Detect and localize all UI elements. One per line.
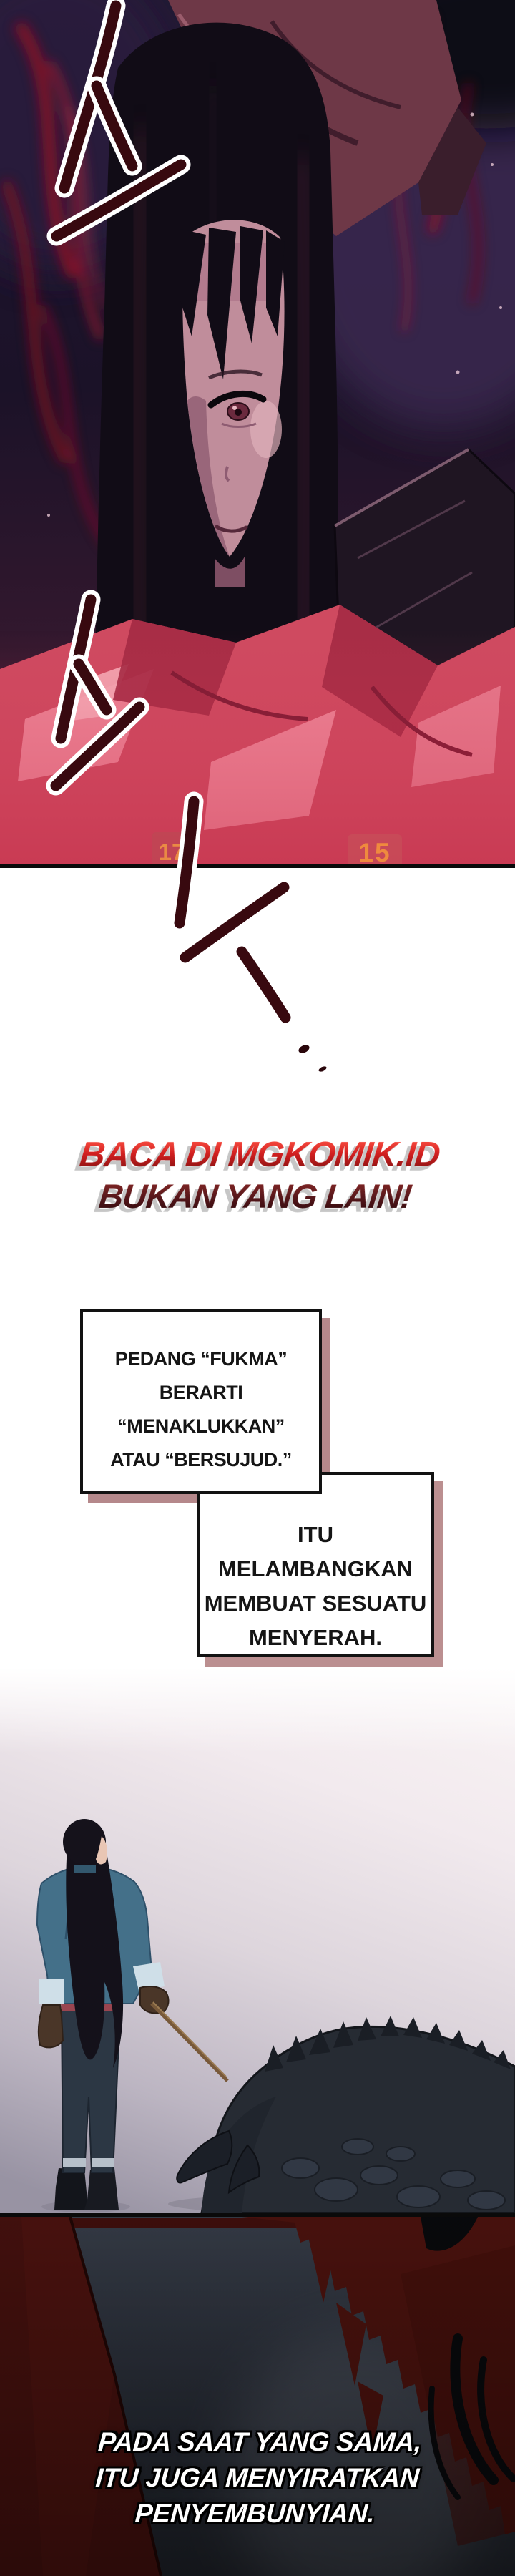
caption-line-1: PADA SAAT YANG SAMA, bbox=[97, 2427, 423, 2457]
bubble-1-line-3: ATAU “BERSUJUD.” bbox=[110, 1449, 292, 1470]
slain-dragon bbox=[177, 2016, 515, 2213]
bubble-1-line-1: PEDANG “FUKMA” bbox=[114, 1348, 288, 1370]
caption bbox=[0, 2424, 515, 2532]
sword-stick bbox=[152, 2004, 227, 2081]
bottom-panel bbox=[0, 2217, 515, 2576]
bubble-2-line-3: MENYERAH. bbox=[248, 1625, 382, 1650]
level-counter-right: 15 bbox=[348, 834, 402, 864]
panel-divider-2 bbox=[0, 2213, 515, 2217]
promo-line-2: BUKAN YANG LAIN! bbox=[0, 1176, 515, 1216]
top-panel bbox=[0, 0, 515, 864]
caption-line-2: ITU JUGA MENYIRATKAN bbox=[94, 2463, 421, 2492]
bubble-2-line-2: MEMBUAT SESUATU bbox=[204, 1591, 427, 1616]
bubble-1-line-2: BERARTI “MENAKLUKKAN” bbox=[117, 1382, 285, 1437]
speech-bubble-1 bbox=[80, 1309, 322, 1494]
speech-bubble-2 bbox=[197, 1472, 434, 1657]
caption-line-3: PENYEMBUNYIAN. bbox=[134, 2499, 376, 2528]
panel-divider bbox=[0, 864, 515, 868]
level-counter-left: 17 bbox=[152, 832, 192, 864]
scene-illustration bbox=[0, 1667, 515, 2213]
bubble-2-line-1: ITU MELAMBANGKAN bbox=[217, 1522, 413, 1581]
promo-banner bbox=[0, 1135, 515, 1216]
promo-line-1: BACA DI MGKOMIK.ID bbox=[0, 1135, 515, 1175]
heroine-illustration bbox=[0, 0, 515, 864]
scene-panel bbox=[0, 1667, 515, 2213]
